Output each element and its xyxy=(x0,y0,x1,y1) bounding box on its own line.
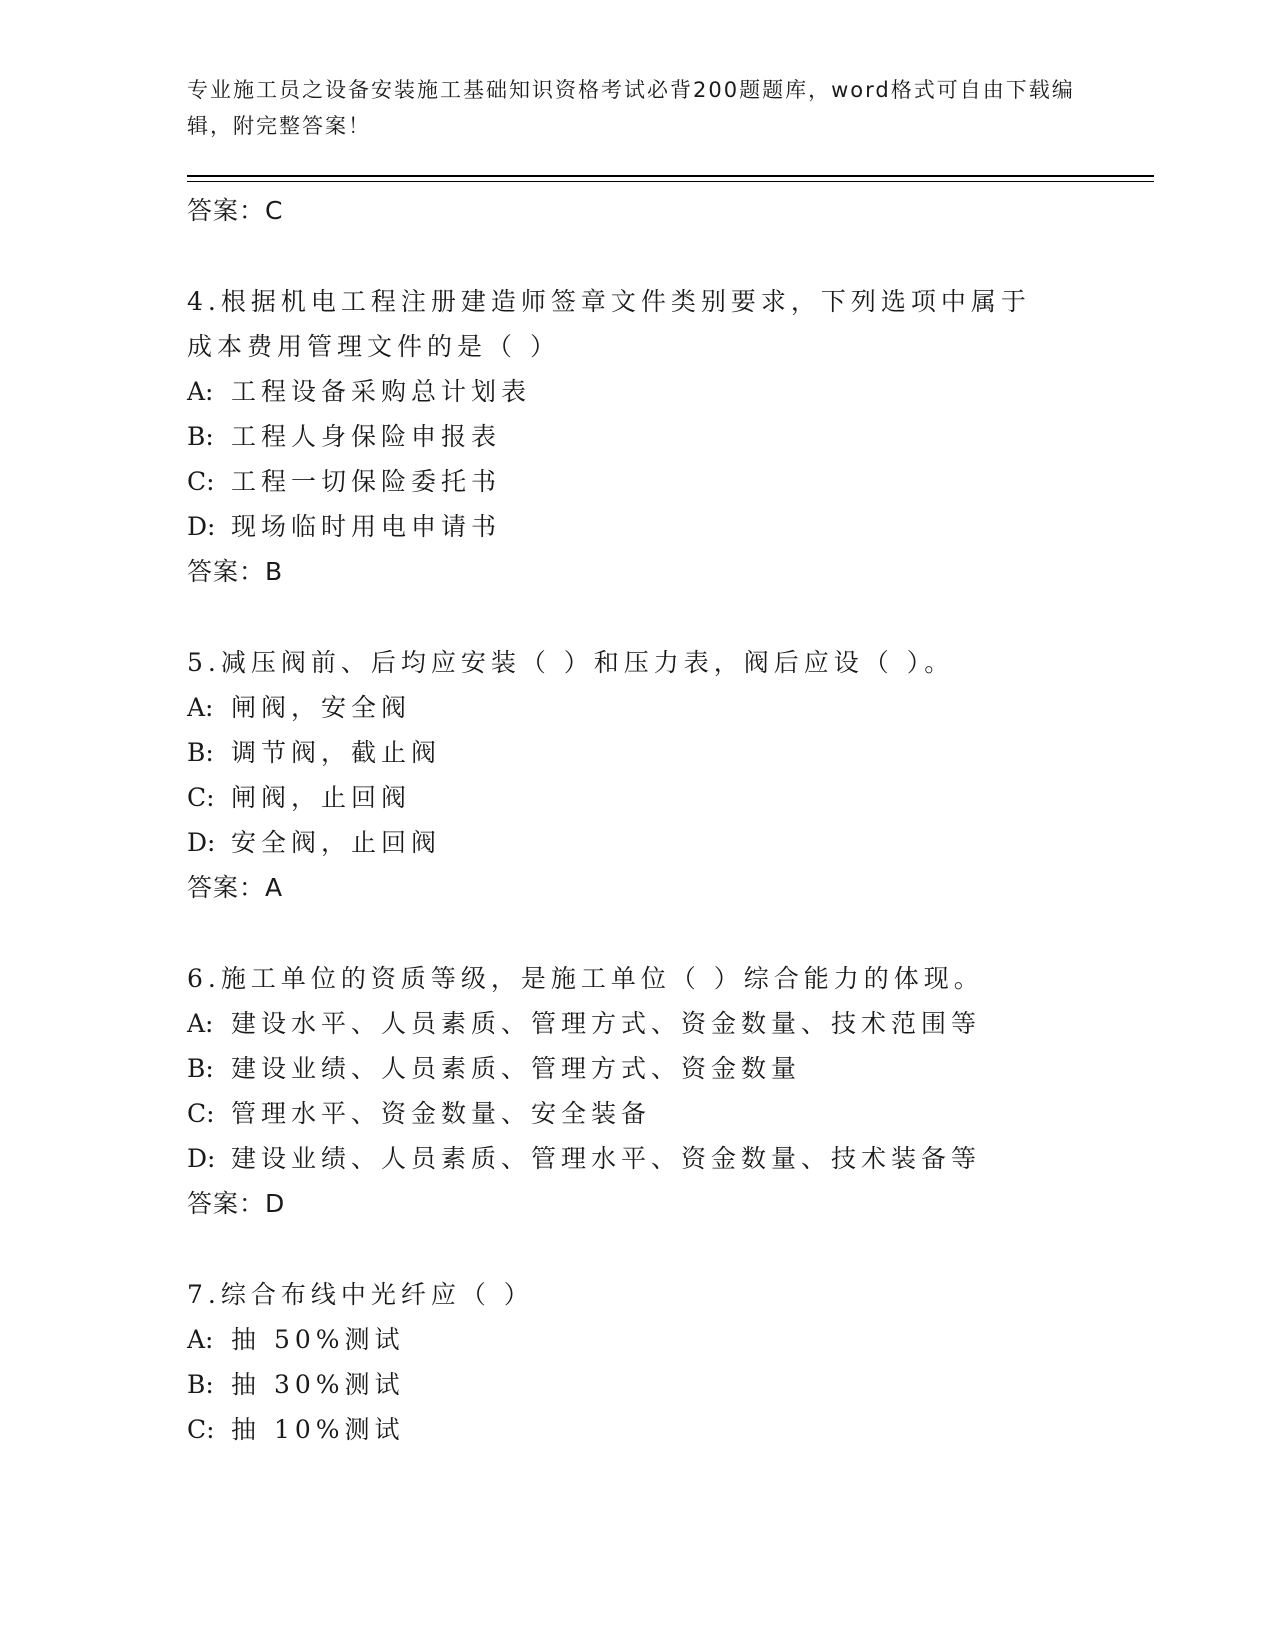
question-text: 4.根据机电工程注册建造师签章文件类别要求，下列选项中属于成本费用管理文件的是（ ） xyxy=(187,287,1031,361)
answer-line: 答案：B xyxy=(187,557,284,586)
option-text: 安全阀，止回阀 xyxy=(231,828,442,857)
option-c xyxy=(187,459,1154,504)
option-d xyxy=(187,504,1154,549)
option-key: D: xyxy=(187,512,216,541)
question-text: 6.施工单位的资质等级，是施工单位（ ）综合能力的体现。 xyxy=(187,964,984,993)
answer-line: 答案：D xyxy=(187,1189,286,1218)
option-text: 调节阀，截止阀 xyxy=(231,738,442,767)
option-text: 现场临时用电申请书 xyxy=(231,512,502,541)
option-c xyxy=(187,1407,1154,1452)
option-key: B: xyxy=(187,1370,214,1399)
option-key: A: xyxy=(187,693,214,722)
option-key: B: xyxy=(187,422,214,451)
option-text: 闸阀，止回阀 xyxy=(231,783,412,812)
question-text: 7.综合布线中光纤应（ ） xyxy=(187,1280,534,1309)
option-text: 抽 30%测试 xyxy=(231,1370,405,1399)
option-c xyxy=(187,775,1154,820)
option-a xyxy=(187,1001,1154,1046)
option-text: 工程设备采购总计划表 xyxy=(231,377,532,406)
option-text: 建设业绩、人员素质、管理水平、资金数量、技术装备等 xyxy=(231,1144,982,1173)
header-rule-thin xyxy=(187,181,1154,182)
option-key: A: xyxy=(187,377,214,406)
spacer xyxy=(187,234,1154,279)
option-a xyxy=(187,1317,1154,1362)
option-b xyxy=(187,1046,1154,1091)
option-key: D: xyxy=(187,828,216,857)
option-text: 闸阀，安全阀 xyxy=(231,693,412,722)
option-a xyxy=(187,685,1154,730)
option-key: C: xyxy=(187,1099,215,1128)
option-key: C: xyxy=(187,467,215,496)
option-d xyxy=(187,1136,1154,1181)
option-key: C: xyxy=(187,783,215,812)
option-b xyxy=(187,414,1154,459)
option-key: C: xyxy=(187,1415,215,1444)
spacer xyxy=(187,911,1154,956)
option-key: B: xyxy=(187,738,214,767)
option-b xyxy=(187,730,1154,775)
option-c xyxy=(187,1091,1154,1136)
question-text: 5.减压阀前、后均应安装（ ）和压力表，阀后应设（ ）。 xyxy=(187,648,955,677)
option-text: 建设业绩、人员素质、管理方式、资金数量 xyxy=(231,1054,802,1083)
option-key: D: xyxy=(187,1144,216,1173)
spacer xyxy=(187,595,1154,640)
document-content xyxy=(187,188,1154,1452)
spacer xyxy=(187,1227,1154,1272)
option-key: A: xyxy=(187,1009,214,1038)
header-rule-thick xyxy=(187,175,1154,177)
option-text: 抽 10%测试 xyxy=(231,1415,405,1444)
option-d xyxy=(187,820,1154,865)
option-text: 抽 50%测试 xyxy=(231,1325,405,1354)
answer-line: 答案：C xyxy=(187,196,284,225)
option-a xyxy=(187,369,1154,414)
option-text: 建设水平、人员素质、管理方式、资金数量、技术范围等 xyxy=(231,1009,982,1038)
answer-line: 答案：A xyxy=(187,873,284,902)
document-header: 专业施工员之设备安装施工基础知识资格考试必背200题题库，word格式可自由下载编辑，附完整答案！ xyxy=(187,78,1075,138)
option-key: A: xyxy=(187,1325,214,1354)
option-text: 管理水平、资金数量、安全装备 xyxy=(231,1099,652,1128)
option-key: B: xyxy=(187,1054,214,1083)
option-b xyxy=(187,1362,1154,1407)
option-text: 工程一切保险委托书 xyxy=(231,467,502,496)
option-text: 工程人身保险申报表 xyxy=(231,422,502,451)
